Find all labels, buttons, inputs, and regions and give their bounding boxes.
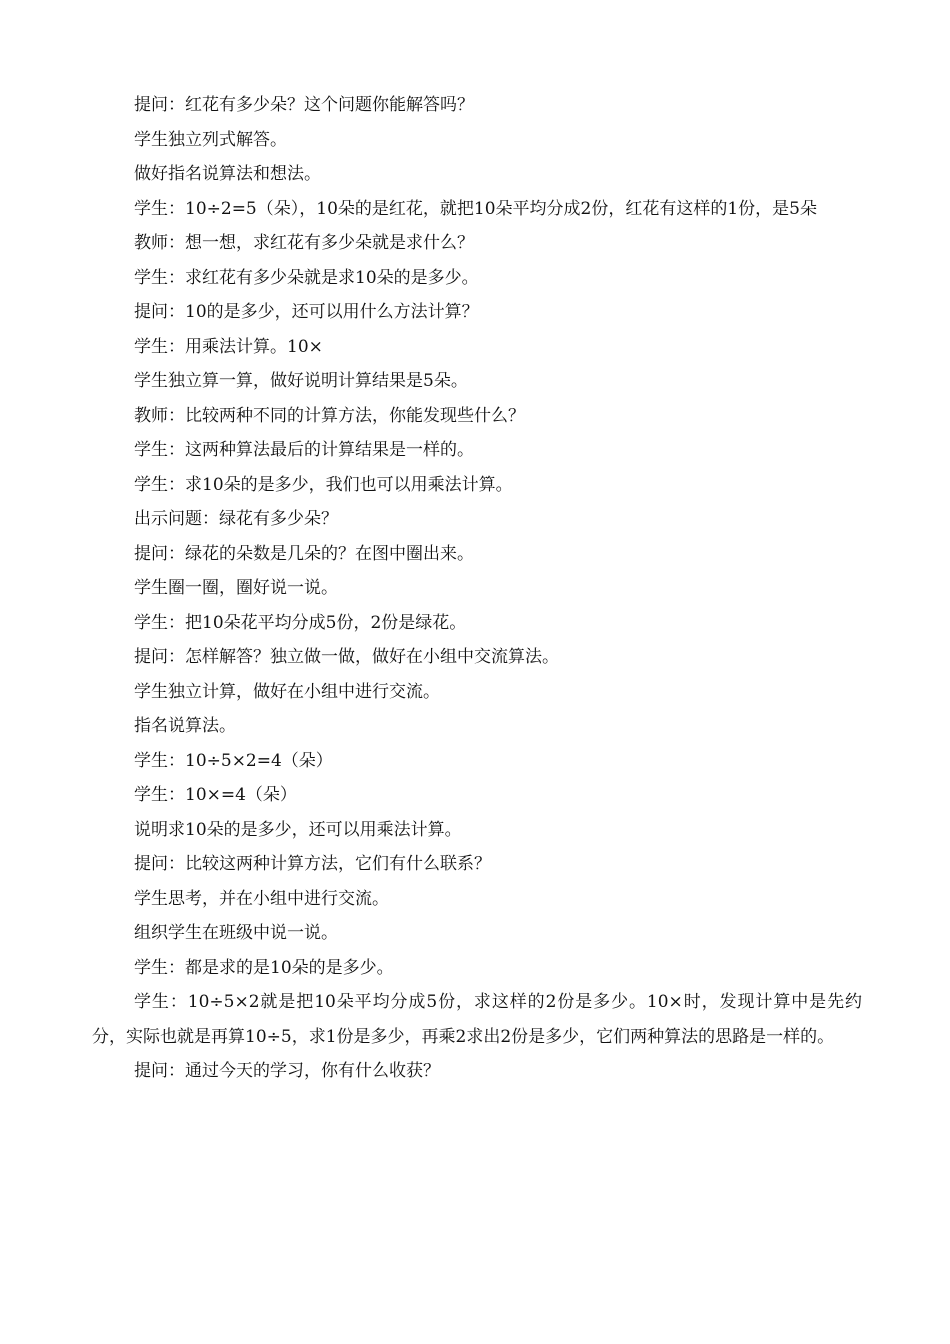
text-line: 学生：都是求的是10朵的是多少。 — [134, 957, 394, 978]
text-line: 学生：10÷2=5（朵），10朵的是红花，就把10朵平均分成2份，红花有这样的1份，是5朵 — [134, 198, 817, 219]
text-line: 提问：比较这两种计算方法，它们有什么联系？ — [134, 854, 491, 874]
text-line: 学生独立列式解答。 — [134, 129, 287, 150]
text-line: 学生：把10朵花平均分成5份，2份是绿花。 — [134, 612, 467, 633]
text-line: 学生：求红花有多少朵就是求10朵的是多少。 — [134, 267, 479, 288]
text-line: 教师：比较两种不同的计算方法，你能发现些什么？ — [134, 405, 525, 426]
text-line: 学生：这两种算法最后的计算结果是一样的。 — [134, 440, 474, 460]
text-line: 学生：10×=4（朵） — [134, 785, 297, 805]
text-line: 学生：10÷5×2=4（朵） — [134, 750, 333, 771]
text-line: 学生：求10朵的是多少，我们也可以用乘法计算。 — [134, 474, 513, 495]
text-line: 学生独立计算，做好在小组中进行交流。 — [134, 681, 440, 702]
text-line: 做好指名说算法和想法。 — [134, 164, 321, 184]
text-line: 学生：用乘法计算。10× — [134, 336, 323, 357]
closing-question: 提问：通过今天的学习，你有什么收获？ — [134, 1061, 440, 1081]
text-line: 提问：怎样解答？独立做一做，做好在小组中交流算法。 — [134, 647, 559, 667]
text-line: 组织学生在班级中说一说。 — [134, 923, 338, 943]
explanation-paragraph: 学生：10÷5×2就是把10朵平均分成5份，求这样的2份是多少。10×时，发现计算中是先约分，实际也就是再算10÷5，求1份是多少，再乘2求出2份是多少，它们两种算法的思路是一样的。 — [92, 992, 862, 1047]
text-line: 提问：10的是多少，还可以用什么方法计算？ — [134, 302, 479, 322]
text-line: 教师：想一想，求红花有多少朵就是求什么？ — [134, 233, 474, 253]
text-line: 学生独立算一算，做好说明计算结果是5朵。 — [134, 371, 468, 391]
text-line: 提问：绿花的朵数是几朵的？在图中圈出来。 — [134, 543, 474, 564]
document-body — [92, 88, 862, 1089]
text-line: 学生思考，并在小组中进行交流。 — [134, 888, 389, 909]
text-line: 学生圈一圈，圈好说一说。 — [134, 578, 338, 598]
text-line: 指名说算法。 — [134, 716, 236, 736]
text-line: 说明求10朵的是多少，还可以用乘法计算。 — [134, 819, 462, 840]
text-line: 出示问题：绿花有多少朵？ — [134, 509, 338, 529]
text-line: 提问：红花有多少朵？这个问题你能解答吗？ — [134, 95, 474, 115]
